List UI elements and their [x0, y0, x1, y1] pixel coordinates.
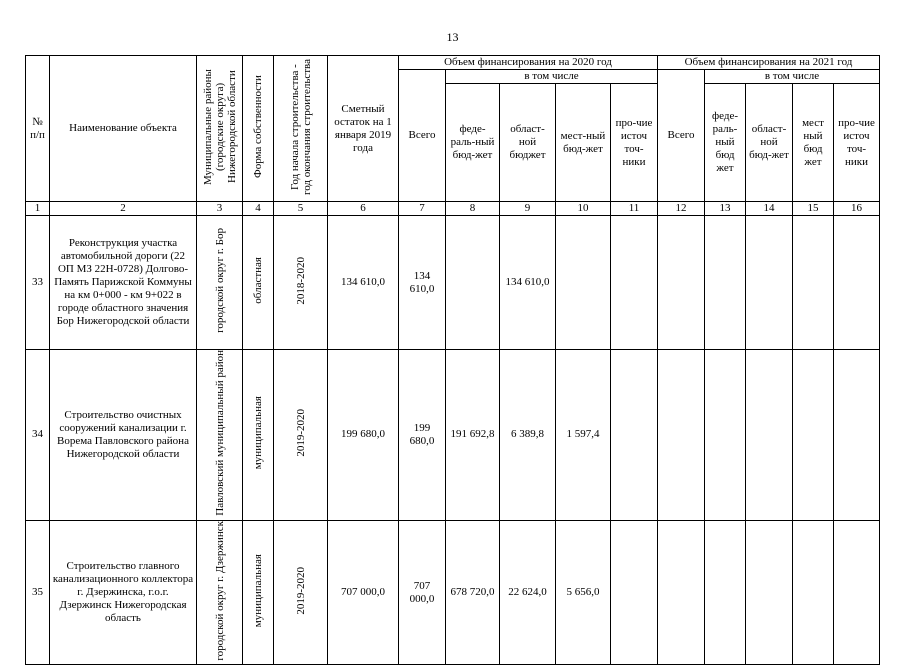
regional-2021: [746, 350, 793, 521]
funding-table: [25, 55, 880, 665]
column-number: 9: [500, 202, 556, 216]
local-2021: [793, 350, 834, 521]
header-regional-2020: област-ной бюджет: [500, 84, 556, 202]
local-2021: [793, 216, 834, 350]
row-num: 35: [26, 520, 50, 665]
header-num: № п/п: [26, 56, 50, 202]
row-num: 33: [26, 216, 50, 350]
column-number: 1: [26, 202, 50, 216]
table-row: [26, 350, 880, 521]
total-2021: [658, 216, 705, 350]
ownership: областная: [243, 216, 274, 350]
column-number: 11: [611, 202, 658, 216]
header-local-2021: мест ный бюд жет: [793, 84, 834, 202]
header-incl-2020: в том числе: [446, 70, 658, 84]
column-number: 10: [556, 202, 611, 216]
header-row-1: [26, 56, 880, 70]
total-2020: 134 610,0: [399, 216, 446, 350]
balance: 134 610,0: [328, 216, 399, 350]
total-2021: [658, 350, 705, 521]
header-name: Наименование объекта: [50, 56, 197, 202]
balance: 199 680,0: [328, 350, 399, 521]
other-2020: [611, 520, 658, 665]
header-total-2020: Всего: [399, 70, 446, 202]
header-other-2020: про-чие источ точ-ники: [611, 84, 658, 202]
other-2020: [611, 216, 658, 350]
column-number: 12: [658, 202, 705, 216]
header-other-2021: про-чие источ точ-ники: [834, 84, 880, 202]
municipality: городской округ г. Дзержинск: [197, 520, 243, 665]
column-number: 2: [50, 202, 197, 216]
column-number: 16: [834, 202, 880, 216]
federal-2021: [705, 350, 746, 521]
column-number: 7: [399, 202, 446, 216]
balance: 707 000,0: [328, 520, 399, 665]
header-local-2020: мест-ный бюд-жет: [556, 84, 611, 202]
federal-2020: 191 692,8: [446, 350, 500, 521]
column-number: 5: [274, 202, 328, 216]
column-number: 4: [243, 202, 274, 216]
federal-2020: 678 720,0: [446, 520, 500, 665]
years: 2019-2020: [274, 520, 328, 665]
ownership: муниципальная: [243, 520, 274, 665]
column-number-row: [26, 202, 880, 216]
header-ownership: Форма собственности: [243, 56, 274, 202]
regional-2020: 6 389,8: [500, 350, 556, 521]
object-name: Строительство очистных сооружений канализации г. Ворема Павловского района Нижегородской области: [50, 350, 197, 521]
column-number: 6: [328, 202, 399, 216]
regional-2021: [746, 216, 793, 350]
local-2020: 5 656,0: [556, 520, 611, 665]
local-2020: 1 597,4: [556, 350, 611, 521]
column-number: 3: [197, 202, 243, 216]
row-num: 34: [26, 350, 50, 521]
other-2021: [834, 520, 880, 665]
years: 2018-2020: [274, 216, 328, 350]
header-incl-2021: в том числе: [705, 70, 880, 84]
object-name: Реконструкция участка автомобильной дороги (22 ОП МЗ 22Н-0728) Долгово-Память Парижской Коммуны на км 0+000 - км 9+022 в городе областного значения Бор Нижегородской области: [50, 216, 197, 350]
ownership: муниципальная: [243, 350, 274, 521]
object-name: Строительство главного канализационного коллектора г. Дзержинска, г.о.г. Дзержинск Нижегородская область: [50, 520, 197, 665]
header-funding-2020: Объем финансирования на 2020 год: [399, 56, 658, 70]
total-2020: 707 000,0: [399, 520, 446, 665]
regional-2021: [746, 520, 793, 665]
local-2020: [556, 216, 611, 350]
municipality: городской округ г. Бор: [197, 216, 243, 350]
header-federal-2021: феде-раль-ный бюд жет: [705, 84, 746, 202]
total-2021: [658, 520, 705, 665]
header-funding-2021: Объем финансирования на 2021 год: [658, 56, 880, 70]
header-municipality: Муниципальные районы (городские округа) Нижегородской области: [197, 56, 243, 202]
header-balance: Сметный остаток на 1 января 2019 года: [328, 56, 399, 202]
local-2021: [793, 520, 834, 665]
header-years: Год начала строительства - год окончания строительства: [274, 56, 328, 202]
header-federal-2020: феде-раль-ный бюд-жет: [446, 84, 500, 202]
header-regional-2021: област-ной бюд-жет: [746, 84, 793, 202]
federal-2021: [705, 216, 746, 350]
column-number: 15: [793, 202, 834, 216]
header-total-2021: Всего: [658, 70, 705, 202]
regional-2020: 134 610,0: [500, 216, 556, 350]
municipality: Павловский муниципальный район: [197, 350, 243, 521]
other-2021: [834, 216, 880, 350]
other-2020: [611, 350, 658, 521]
regional-2020: 22 624,0: [500, 520, 556, 665]
other-2021: [834, 350, 880, 521]
page-number: 13: [446, 30, 459, 44]
years: 2019-2020: [274, 350, 328, 521]
column-number: 8: [446, 202, 500, 216]
column-number: 14: [746, 202, 793, 216]
table-row: [26, 216, 880, 350]
federal-2021: [705, 520, 746, 665]
table-row: [26, 520, 880, 665]
total-2020: 199 680,0: [399, 350, 446, 521]
federal-2020: [446, 216, 500, 350]
column-number: 13: [705, 202, 746, 216]
